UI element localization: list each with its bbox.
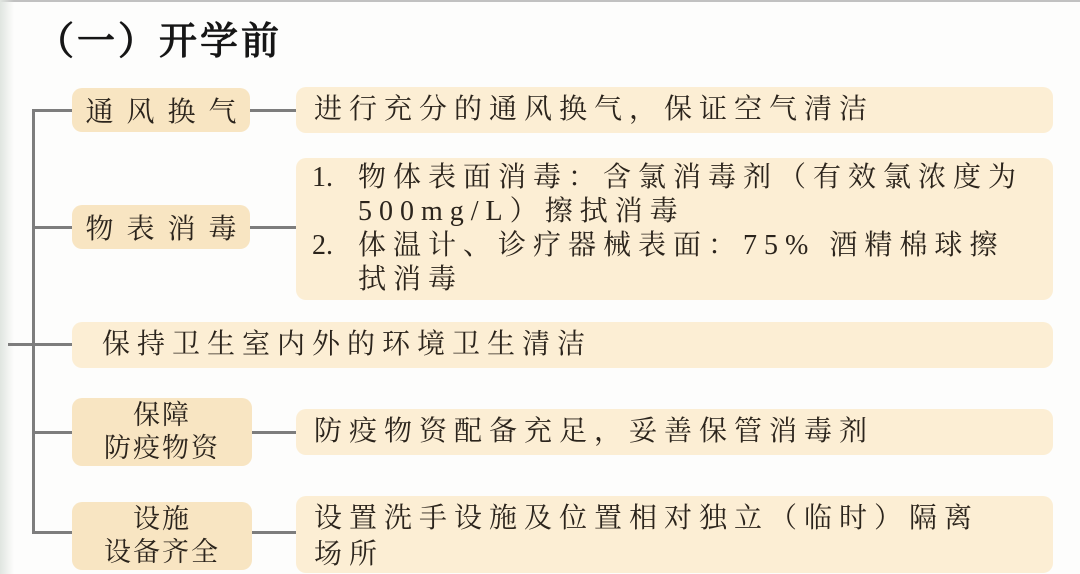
tree-spine-line xyxy=(32,109,35,534)
connector-row5-left xyxy=(32,531,72,534)
node-label-text: 物表消毒 xyxy=(85,214,250,245)
list-item-number: 1. xyxy=(312,162,333,193)
list-item-text: 物体表面消毒：含氯消毒剂（有效氯浓度为500mg/L）擦拭消毒 xyxy=(358,162,1024,227)
left-edge-shade xyxy=(0,0,14,574)
connector-row2-right xyxy=(250,226,296,229)
connector-row1-right xyxy=(250,109,296,112)
connector-row4-right xyxy=(252,431,296,434)
list-item xyxy=(312,229,1029,297)
node-label-surface-disinfection xyxy=(72,205,250,249)
node-label-facilities xyxy=(72,502,252,570)
top-edge-line xyxy=(0,0,1080,2)
content-facilities xyxy=(296,496,1053,573)
content-text: 设置洗手设施及位置相对独立（临时）隔离场所 xyxy=(314,503,980,570)
content-ventilation xyxy=(296,87,1053,133)
content-text: 保持卫生室内外的环境卫生清洁 xyxy=(102,329,593,360)
content-supplies xyxy=(296,409,1053,455)
content-text: 进行充分的通风换气，保证空气清洁 xyxy=(314,94,875,125)
content-surface-disinfection xyxy=(296,158,1053,300)
node-label-ventilation xyxy=(72,88,250,132)
content-text: 防疫物资配备充足，妥善保管消毒剂 xyxy=(314,416,875,447)
list-item-text: 体温计、诊疗器械表面：75% 酒精棉球擦拭消毒 xyxy=(358,230,1005,295)
connector-row4-left xyxy=(32,431,72,434)
node-label-epidemic-supplies xyxy=(72,398,252,466)
slide-title: （一）开学前 xyxy=(36,21,283,63)
connector-row1-left xyxy=(32,109,72,112)
connector-row2-left xyxy=(32,226,72,229)
connector-row5-right xyxy=(252,531,296,534)
node-label-text: 通风换气 xyxy=(85,97,250,128)
list-item-number: 2. xyxy=(312,230,333,261)
content-environment xyxy=(72,322,1053,368)
connector-root-stub xyxy=(8,343,72,346)
node-label-text: 保障 防疫物资 xyxy=(104,400,220,463)
list-item xyxy=(312,161,1029,229)
node-label-text: 设施 设备齐全 xyxy=(104,504,220,567)
